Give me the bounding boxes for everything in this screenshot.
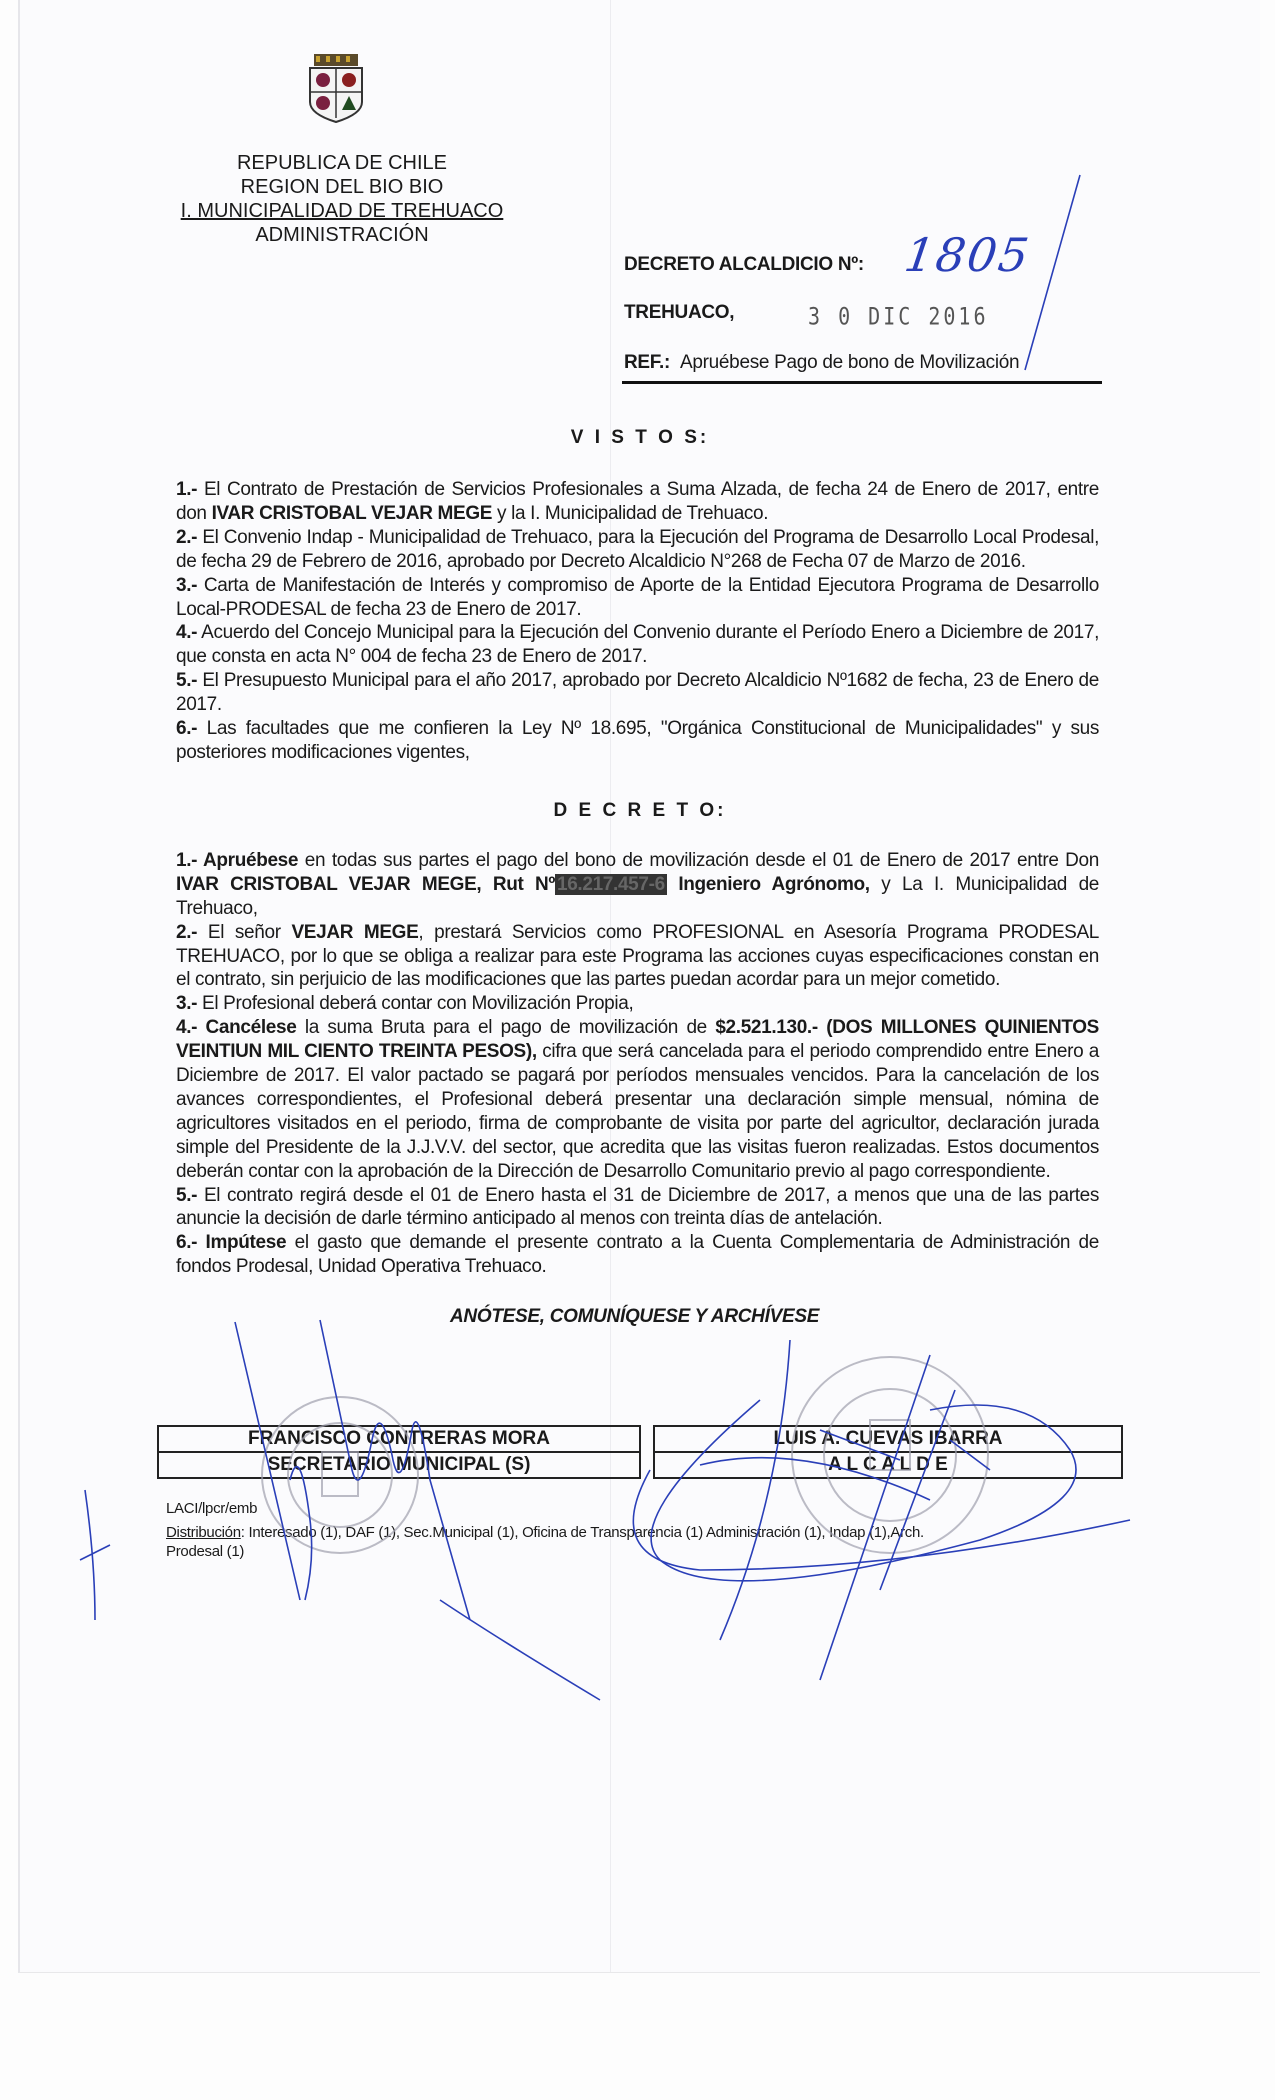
text-segment: el gasto que demande el presente contrato a la Cuenta Complementaria de Administración de fondos Prodesal, Unidad Operativa Trehuaco. [176, 1232, 1099, 1278]
coat-of-arms-logo [300, 52, 372, 124]
vistos-item [176, 669, 1099, 717]
decreto-item [176, 992, 1099, 1016]
text-segment: El contrato regirá desde el 01 de Enero hasta el 31 de Diciembre de 2017, a menos que una de las partes anuncie la decisión de darle término anticipado al menos con treinta días de antelación. [176, 1184, 1099, 1230]
mayor-title: A L C A L D E [655, 1451, 1121, 1477]
distribution-label: Distribución [166, 1524, 241, 1542]
bold-text: 4.- [176, 622, 198, 644]
secretary-title: SECRETARIO MUNICIPAL (S) [159, 1451, 639, 1477]
text-segment: y la I. Municipalidad de Trehuaco. [492, 502, 769, 524]
vistos-heading: V I S T O S: [570, 427, 710, 448]
decreto-item [176, 921, 1099, 993]
text-segment: Carta de Manifestación de Interés y compromiso de Aporte de la Entidad Ejecutora Programa de Desarrollo Local-PRODESAL de fecha 23 de Enero de 2017. [176, 574, 1099, 620]
bold-text: 3.- [176, 574, 198, 596]
bold-text: 5.- [176, 1184, 198, 1206]
mayor-name: LUIS A. CUEVAS IBARRA [773, 1428, 1003, 1450]
initials: LACI/lpcr/emb [166, 1500, 258, 1518]
text-segment: Acuerdo del Concejo Municipal para la Ejecución del Convenio durante el Período Enero a Diciembre de 2017, que consta en acta N° 004 de fecha 23 de Enero de 2017. [176, 622, 1099, 668]
redacted-rut: 16.217.457-6 [557, 873, 665, 895]
ref-text: Apruébese Pago de bono de Movilización [679, 352, 1020, 373]
bold-text: Ingeniero Agrónomo, [666, 873, 870, 895]
text-segment: El señor [197, 921, 292, 943]
text-segment: El Convenio Indap - Municipalidad de Trehuaco, para la Ejecución del Programa de Desarrollo Local Prodesal, de fecha 29 de Febrero de 2016, aprobado por Decreto Alcaldicio N°268 de Fecha 07 de Marzo de 2016. [176, 526, 1099, 572]
ref-label: REF.: [624, 352, 671, 373]
vistos-item [176, 717, 1099, 765]
bold-text: 1.- [176, 479, 198, 500]
place-label: TREHUACO, [624, 302, 735, 323]
bold-text: $2.521.130.- (DOS MILLONES QUINIENTOS VEINTIUN MIL CIENTO TREINTA PESOS), [176, 1017, 1099, 1063]
signature-row [157, 1425, 1123, 1479]
text-segment: Las facultades que me confieren la Ley Nº 18.695, "Orgánica Constitucional de Municipalidades" y sus posteriores modificaciones vigentes, [176, 718, 1099, 763]
bold-text: 5.- [176, 670, 198, 692]
bold-text: 1.- Apruébese [176, 849, 299, 871]
signature-box-secretary [157, 1425, 641, 1479]
bold-text: 3.- [176, 993, 198, 1015]
text-segment: El Presupuesto Municipal para el año 2017, aprobado por Decreto Alcaldicio Nº1682 de fecha, 23 de Enero de 2017. [176, 670, 1099, 716]
text-segment: la suma Bruta para el pago de movilización de [296, 1017, 716, 1039]
header-municipality: I. MUNICIPALIDAD DE TREHUACO [180, 200, 504, 222]
decreto-item [176, 1231, 1099, 1279]
text-segment: , prestará Servicios como PROFESIONAL en Asesoría Programa PRODESAL TREHUACO, por lo que se obliga a realizar para este Programa las acciones cuyas especificaciones constan en el contrato, sin perjuicio de las modificaciones que las partes puedan acordar para un mejor cometido. [176, 921, 1099, 991]
secretary-name: FRANCISCO CONTRERAS MORA [248, 1428, 550, 1450]
decreto-label: DECRETO ALCALDICIO Nº: [624, 254, 864, 275]
bold-text: 2.- [176, 526, 198, 548]
text-segment: y La I. Municipalidad de Trehuaco, [176, 873, 1100, 919]
vistos-item [176, 526, 1099, 574]
date-stamp: 3 0 DIC 2016 [808, 301, 989, 331]
bold-text: VEJAR MEGE [291, 921, 419, 943]
bold-text: 2.- [176, 921, 198, 943]
distribution-text: : Interesado (1), DAF (1), Sec.Municipal (1), Oficina de Transparencia (1) Administración (1), Indap (1),Arch. [240, 1524, 924, 1542]
text-segment: cifra que será cancelada para el periodo comprendido entre Enero a Diciembre de 2017. El valor pactado se pagará por períodos mensuales vencidos. Para la cancelación de los avances correspondientes, el Profesional deberá presentar una declaración simple mensual, nómina de agricultores visitados en el periodo, firma de comprobante de visita por parte del agricultor, declaración jurada simple del Presidente de la J.J.V.V. del sector, que acredita que las visitas fueron realizadas. Estos documentos deberán contar con la aprobación de la Dirección de Desarrollo Comunitario previo al pago correspondiente. [176, 1041, 1099, 1182]
bold-text: 6.- Impútese [176, 1232, 287, 1254]
vistos-item [176, 621, 1099, 669]
decreto-heading: D E C R E T O: [553, 799, 727, 821]
document-body [157, 426, 1123, 1561]
header-rule [622, 381, 1102, 384]
vistos-list [176, 478, 1099, 765]
closing-formula: ANÓTESE, COMUNÍQUESE Y ARCHÍVESE [450, 1306, 820, 1328]
bold-text: 4.- Cancélese [176, 1017, 297, 1039]
decreto-item [176, 1016, 1099, 1183]
distribution-text-2: Prodesal (1) [166, 1543, 245, 1561]
bold-text: IVAR CRISTOBAL VEJAR MEGE [211, 502, 493, 524]
signature-box-mayor [653, 1425, 1123, 1479]
text-segment: El Profesional deberá contar con Movilización Propia, [197, 993, 634, 1015]
header-department: ADMINISTRACIÓN [255, 224, 429, 246]
header-country: REPUBLICA DE CHILE [236, 152, 448, 174]
vistos-item [176, 478, 1099, 526]
vistos-item [176, 574, 1099, 622]
decreto-list [176, 849, 1099, 1279]
bold-text: 6.- [176, 718, 198, 740]
decreto-item [176, 849, 1099, 921]
text-segment: en todas sus partes el pago del bono de movilización desde el 01 de Enero de 2017 entre Don [298, 849, 1099, 871]
text-segment: El Contrato de Prestación de Servicios Profesionales a Suma Alzada, de fecha 24 de Enero de 2017, entre don [176, 479, 1099, 524]
decreto-item [176, 1184, 1099, 1232]
decreto-number-handwritten: 1805 [901, 228, 1034, 282]
header-region: REGION DEL BIO BIO [240, 176, 444, 198]
bold-text: IVAR CRISTOBAL VEJAR MEGE, Rut Nº [176, 873, 555, 895]
